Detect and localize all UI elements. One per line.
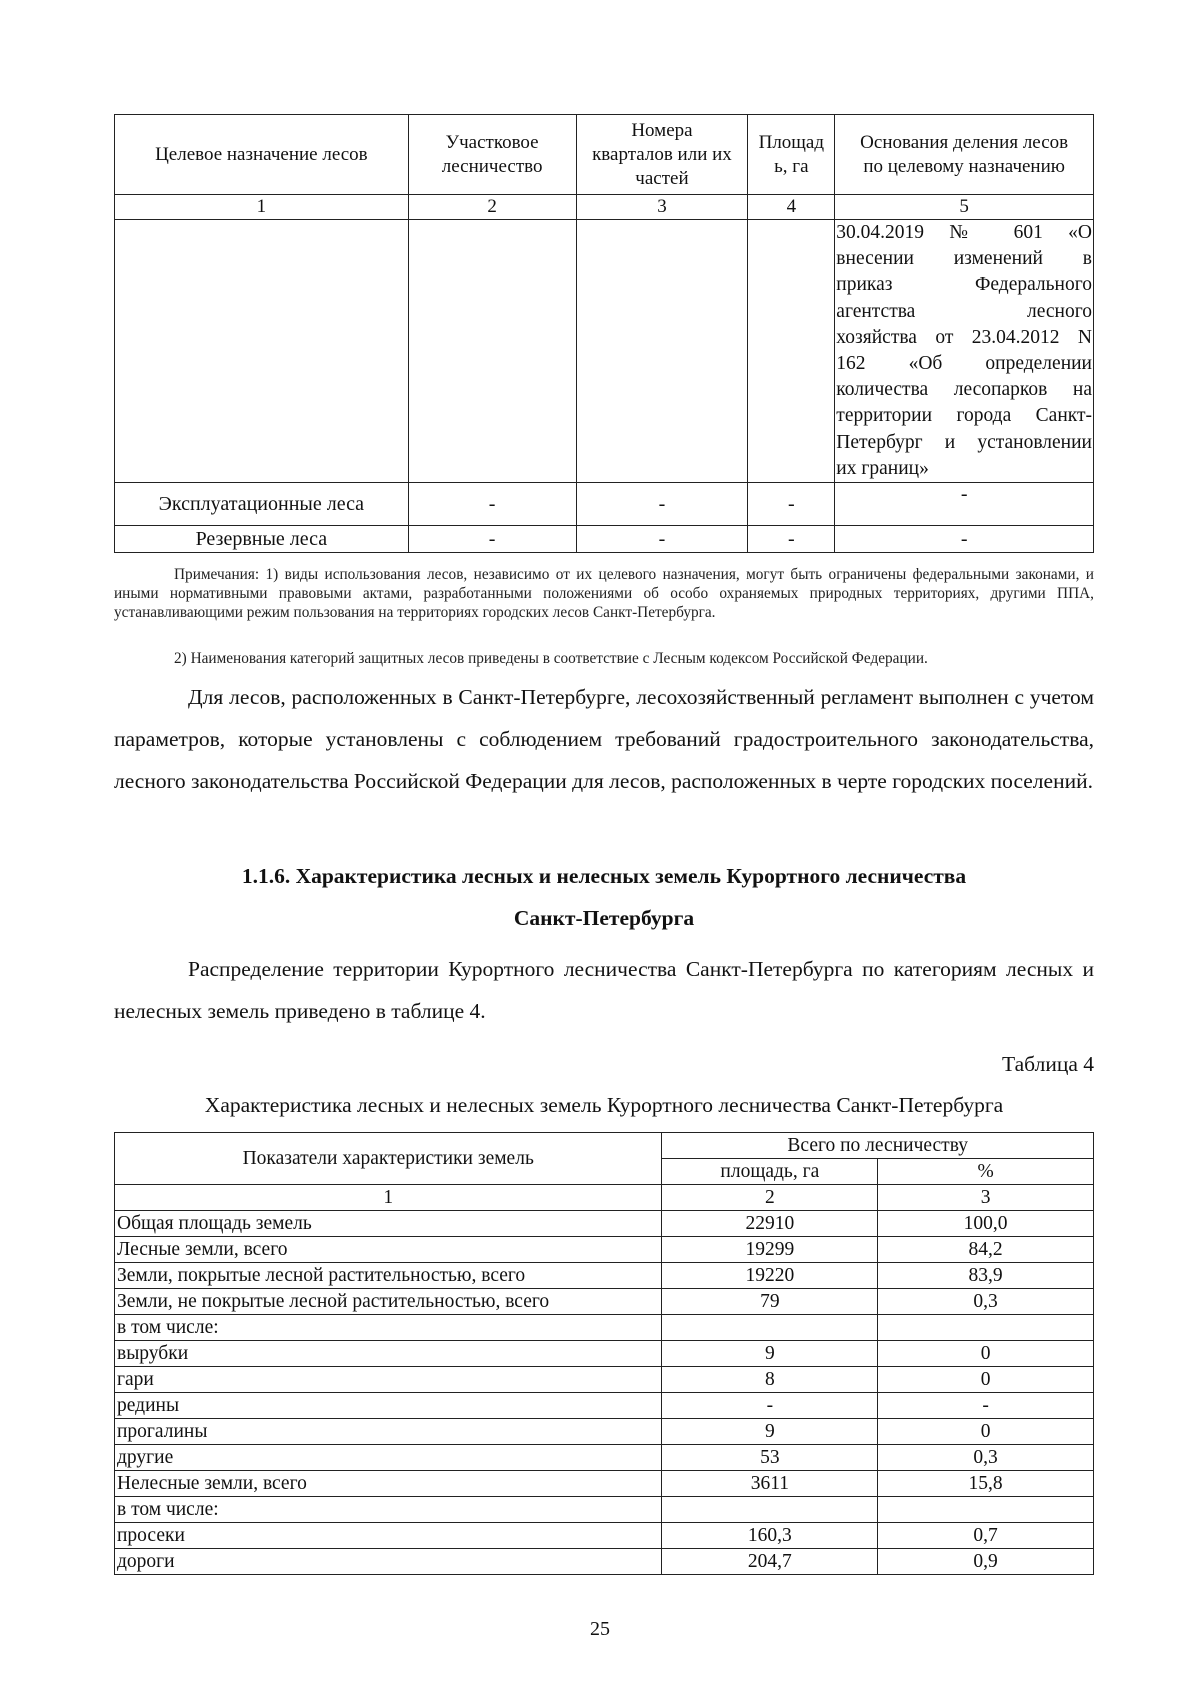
table-note-2: 2) Наименования категорий защитных лесов приведены в соответствие с Лесным кодексом Российской Федерации. [174,650,928,667]
table-row: Нелесные земли, всего 3611 15,8 [115,1471,1094,1497]
header-indicator: Показатели характеристики земель [115,1133,662,1185]
col-number: 2 [408,195,576,220]
column-number-row [115,195,1094,220]
paragraph: Распределение территории Курортного лесничества Санкт-Петербурга по категориям лесных и нелесных земель приведено в таблице 4. [114,957,1094,1023]
table-row: Земли, не покрытые лесной растительностью, всего 79 0,3 [115,1289,1094,1315]
table-row: гари 8 0 [115,1367,1094,1393]
page-number: 25 [590,1618,610,1640]
col-number: 3 [576,195,748,220]
paragraph: Для лесов, расположенных в Санкт-Петербурге, лесохозяйственный регламент выполнен с учетом параметров, которые установлены с соблюдением требований градостроительного законодательства, лесного законодательства Российской Федерации для лесов, расположенных в черте городских поселений. [114,685,1094,793]
table-header-row [115,115,1094,195]
table-row: Общая площадь земель 22910 100,0 [115,1211,1094,1237]
header-quarters: Номера кварталов или их частей [576,115,748,195]
table-header-row [115,1133,1094,1159]
basis-cell: 30.04.2019 № 601 «О внесении изменений в приказ Федерального агентства лесного хозяйства от 23.04.2012 N 162 «Об определении количества лесопарков на территории города Санкт- Петербург и установлении их границ» [835,220,1094,483]
table-row: в том числе: [115,1497,1094,1523]
table-row: просеки 160,3 0,7 [115,1523,1094,1549]
land-characteristics-table [114,1132,1094,1575]
header-pct: % [878,1159,1094,1185]
table-row: вырубки 9 0 [115,1341,1094,1367]
col-number: 5 [835,195,1094,220]
col-number: 4 [748,195,835,220]
section-heading: 1.1.6. Характеристика лесных и нелесных земель Курортного лесничества Санкт-Петербурга [241,864,967,930]
header-basis: Основания деления лесов по целевому назначению [835,115,1094,195]
table-row: редины - - [115,1393,1094,1419]
table-row: Лесные земли, всего 19299 84,2 [115,1237,1094,1263]
table-row: Эксплуатационные леса - - - - [115,483,1094,526]
header-area: площадь, га [662,1159,878,1185]
header-area: Площад ь, га [748,115,835,195]
table-row: дороги 204,7 0,9 [115,1549,1094,1575]
table-note-1: Примечания: 1) виды использования лесов, независимо от их целевого назначения, могут быть ограничены федеральными законами, и иными нормативными правовыми актами, разработанными положениями об особо охраняемых природных территориях, другими ППА, устанавливающими режим пользования на территориях городских лесов Санкт-Петербурга. [114,566,1094,621]
table-row: Резервные леса - - - - [115,526,1094,553]
table-row: Земли, покрытые лесной растительностью, всего 19220 83,9 [115,1263,1094,1289]
header-total: Всего по лесничеству [662,1133,1094,1159]
header-district: Участковое лесничество [408,115,576,195]
table-label: Таблица 4 [1002,1052,1094,1076]
table-row: другие 53 0,3 [115,1445,1094,1471]
table-row [115,220,1094,483]
table-caption: Характеристика лесных и нелесных земель Курортного лесничества Санкт-Петербурга [204,1093,1004,1117]
table-row: в том числе: [115,1315,1094,1341]
table-row: прогалины 9 0 [115,1419,1094,1445]
target-purpose-table [114,114,1094,553]
col-number: 1 [115,195,409,220]
header-purpose: Целевое назначение лесов [115,115,409,195]
column-number-row: 1 2 3 [115,1185,1094,1211]
